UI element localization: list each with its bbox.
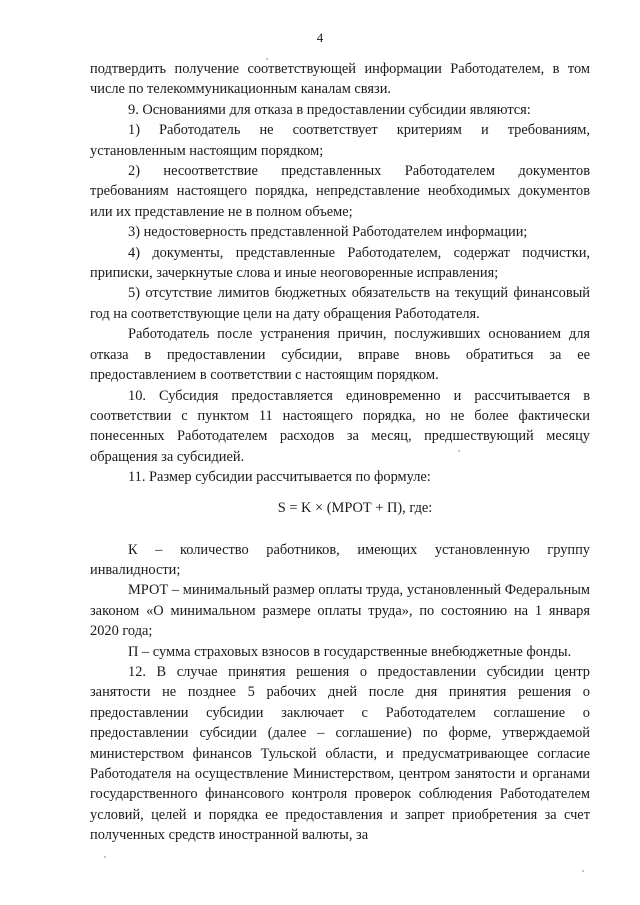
definition-p: П – сумма страховых взносов в государственные внебюджетные фонды. bbox=[128, 643, 572, 660]
scan-speck bbox=[458, 450, 460, 452]
paragraph-9-item-3: 3) недостоверность представленной Работодателем информации; bbox=[128, 224, 528, 241]
scan-speck bbox=[266, 58, 268, 60]
definition-mrot: МРОТ – минимальный размер оплаты труда, установленный Федеральным законом «О минимальном размере оплаты труда», по состоянию на 1 января 2020 года; bbox=[90, 582, 590, 640]
scan-speck bbox=[582, 870, 584, 872]
paragraph-9-item-4: 4) документы, представленные Работодателем, содержат подчистки, приписки, зачеркнутые слова и иные неоговоренные исправления; bbox=[90, 244, 590, 282]
paragraph-9-item-2: 2) несоответствие представленных Работодателем документов требованиям настоящего порядка, непредставление необходимых документов или их представление не в полном объеме; bbox=[90, 163, 590, 220]
paragraph-9: 9. Основаниями для отказа в предоставлении субсидии являются: bbox=[128, 101, 531, 118]
scan-speck bbox=[104, 856, 106, 858]
paragraph-12: 12. В случае принятия решения о предоставлении субсидии центр занятости не позднее 5 рабочих дней после дня принятия решения о предоставлении субсидии заключает с Работодателем соглашение о предоставлении субсидии (далее – соглашение) по форме, утверждаемой министерством финансов Тульской области, и предусматривающее согласие Работодателя на осуществление Министерством, центром занятости и органами государственного финансового контроля проверок соблюдения Работодателем условий, целей и порядка ее предоставления и запрет приобретения за счет полученных средств иностранной валюты, за bbox=[90, 663, 590, 844]
subsidy-formula: S = K × (МРОТ + П), где: bbox=[277, 499, 433, 516]
page-number: 4 bbox=[316, 30, 324, 45]
paragraph-9-item-5: 5) отсутствие лимитов бюджетных обязательств на текущий финансовый год на соответствующие цели на дату обращения Работодателя. bbox=[90, 285, 590, 322]
paragraph-10: 10. Субсидия предоставляется единовременно и рассчитывается в соответствии с пунктом 11 настоящего порядка, но не более фактически понесенных Работодателем расходов за месяц, предшествующий месяцу обращения за субсидией. bbox=[90, 387, 590, 465]
paragraph-9-item-1: 1) Работодатель не соответствует критериям и требованиям, установленным настоящим порядком; bbox=[90, 122, 590, 159]
paragraph-11: 11. Размер субсидии рассчитывается по формуле: bbox=[128, 469, 431, 486]
paragraph-continuation: подтвердить получение соответствующей информации Работодателем, в том числе по телекоммуникационным каналам связи. bbox=[90, 61, 590, 98]
definition-k: К – количество работников, имеющих установленную группу инвалидности; bbox=[90, 541, 590, 578]
paragraph-9-note: Работодатель после устранения причин, послуживших основанием для отказа в предоставлении субсидии, вправе вновь обратиться за ее предоставлением в соответствии с настоящим порядком. bbox=[90, 326, 590, 384]
document-body bbox=[90, 59, 590, 846]
